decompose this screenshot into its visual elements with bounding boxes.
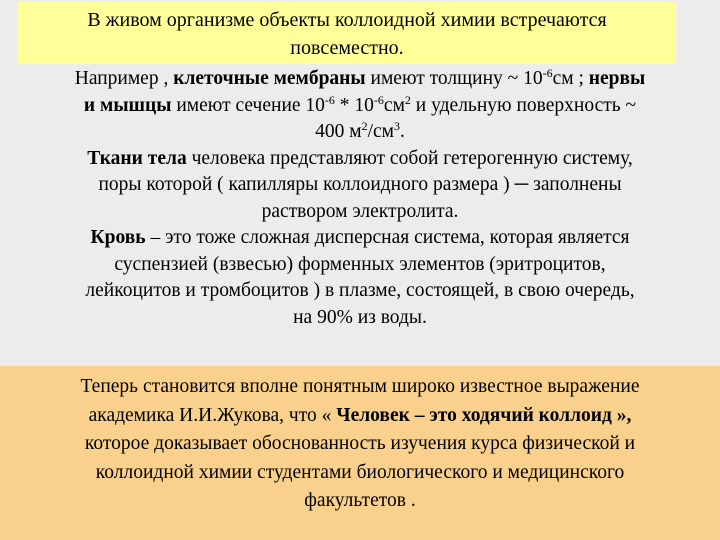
membranes-text-5: см	[383, 94, 405, 116]
nerves-term: нервы	[588, 68, 646, 89]
conclusion-box	[0, 366, 720, 540]
title-line-2: повсеместно.	[290, 37, 404, 59]
membranes-exp-3: -6	[373, 92, 384, 107]
blood-paragraph	[6, 225, 714, 331]
tissues-paragraph	[6, 146, 714, 226]
membranes-text-3: имеют сечение 10	[171, 94, 325, 116]
blood-line-2: суспензией (взвесью) форменных элементов (эритроцитов,	[114, 253, 606, 275]
blood-line-3: лейкоцитов и тромбоцитов ) в плазме, состоящей, в свою очередь,	[85, 280, 635, 301]
tissues-line-3: раствором электролита.	[261, 200, 459, 222]
membranes-exp-4: 2	[404, 92, 411, 107]
conclusion-line-3: которое доказывает обоснованность изучения курса физической и	[84, 433, 636, 454]
membranes-text-4: * 10	[334, 94, 374, 116]
conclusion-line-1: Теперь становится вполне понятным широко известное выражение	[80, 376, 640, 397]
main-text	[6, 66, 714, 331]
conclusion-paragraph	[0, 373, 720, 516]
title-line-1: В живом организме объекты коллоидной химии встречаются	[87, 9, 607, 31]
tissues-term: Ткани тела	[87, 147, 187, 169]
membranes-text-1: имеют толщину ~ 10	[365, 68, 543, 89]
membranes-text-8: /см	[367, 121, 394, 142]
tissues-line-2: поры которой ( капилляры коллоидного размера ) ─ заполнены	[98, 174, 622, 195]
membranes-text-9: .	[400, 121, 405, 142]
membranes-intro: Например ,	[74, 68, 174, 89]
membranes-text-2: см ;	[552, 68, 589, 89]
title-box	[18, 2, 676, 64]
conclusion-line-2b: »,	[616, 404, 632, 426]
membranes-exp-1: -6	[542, 66, 553, 80]
membranes-text-7: 400 м	[315, 121, 362, 142]
conclusion-line-5: факультетов .	[304, 490, 416, 511]
conclusion-line-4: коллоидной химии студентами биологического и медицинского	[95, 461, 625, 483]
membranes-exp-5: 2	[361, 119, 368, 133]
blood-line-4: на 90% из воды.	[293, 306, 427, 328]
muscles-term: и мышцы	[83, 94, 172, 116]
blood-term: Кровь	[90, 227, 146, 248]
membranes-paragraph	[6, 66, 714, 146]
zhukov-quote: Человек – это ходячий коллоид	[336, 404, 617, 426]
membranes-exp-6: 3	[394, 119, 400, 133]
blood-line-1: – это тоже сложная дисперсная система, которая является	[145, 227, 630, 248]
conclusion-line-2a: академика И.И.Жукова, что «	[88, 404, 337, 426]
tissues-line-1: человека представляют собой гетерогенную систему,	[186, 147, 633, 169]
membranes-text-6: и удельную поверхность ~	[410, 94, 637, 116]
membranes-exp-2: -6	[324, 92, 335, 107]
membranes-term: клеточные мембраны	[173, 68, 366, 89]
